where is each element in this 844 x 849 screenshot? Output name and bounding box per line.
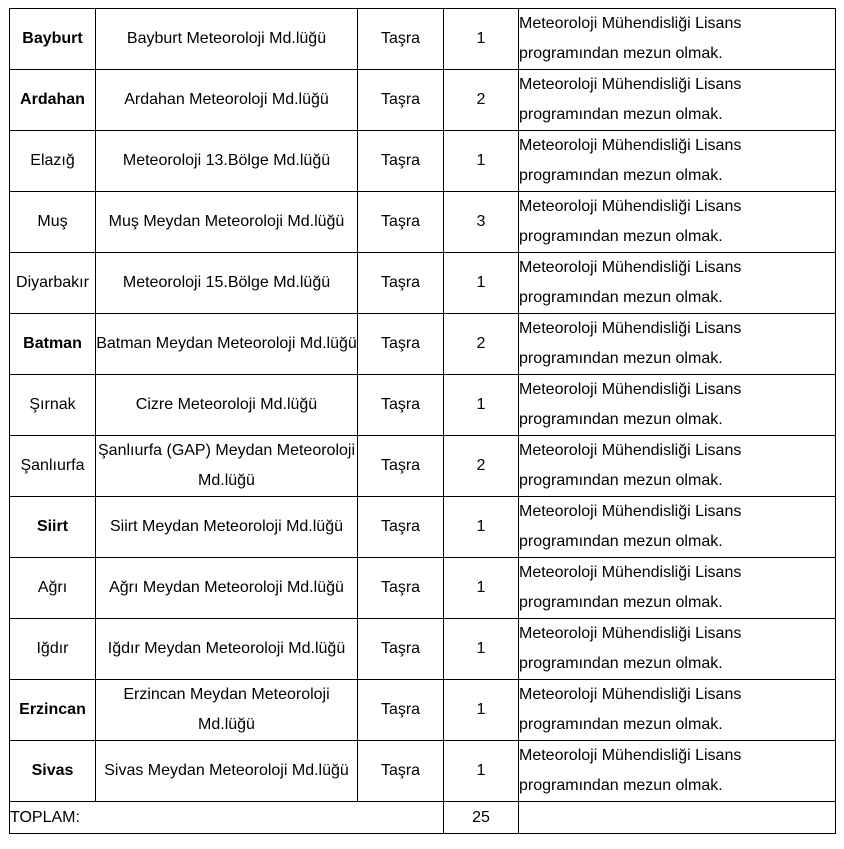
requirement-line-1: Meteoroloji Mühendisliği Lisans xyxy=(519,625,742,642)
unit-cell xyxy=(96,192,358,253)
count-cell xyxy=(444,375,519,436)
total-value-cell xyxy=(444,802,519,834)
requirement-line-1: Meteoroloji Mühendisliği Lisans xyxy=(519,503,742,520)
total-label-cell xyxy=(10,802,444,834)
type-value: Taşra xyxy=(380,335,421,352)
requirement-line-2: programından mezun olmak. xyxy=(519,716,723,733)
unit-name: Meteoroloji 15.Bölge Md.lüğü xyxy=(122,274,331,291)
total-value: 25 xyxy=(472,808,490,826)
type-cell xyxy=(358,619,444,680)
count-cell xyxy=(444,741,519,802)
city-cell xyxy=(10,436,96,497)
table-row xyxy=(10,253,836,314)
city-cell xyxy=(10,314,96,375)
type-value: Taşra xyxy=(380,30,421,47)
type-cell xyxy=(358,314,444,375)
city-cell xyxy=(10,558,96,619)
requirement-line-2: programından mezun olmak. xyxy=(519,289,723,306)
requirement-line-2: programından mezun olmak. xyxy=(519,777,723,794)
unit-name: Ardahan Meteoroloji Md.lüğü xyxy=(124,91,329,108)
type-cell xyxy=(358,70,444,131)
count-value: 1 xyxy=(476,579,486,596)
requirement-line-2: programından mezun olmak. xyxy=(519,655,723,672)
city-name: Siirt xyxy=(36,518,69,535)
type-value: Taşra xyxy=(380,213,421,230)
unit-cell xyxy=(96,131,358,192)
type-value: Taşra xyxy=(380,640,421,657)
table-row xyxy=(10,192,836,253)
total-row xyxy=(10,802,836,834)
requirement-cell xyxy=(519,9,836,70)
unit-name: Erzincan Meydan Meteoroloji Md.lüğü xyxy=(123,686,330,733)
table-row xyxy=(10,619,836,680)
city-name: Erzincan xyxy=(19,701,86,718)
unit-name: Bayburt Meteoroloji Md.lüğü xyxy=(126,30,327,47)
table-row xyxy=(10,375,836,436)
requirement-line-1: Meteoroloji Mühendisliği Lisans xyxy=(519,320,742,337)
requirement-cell xyxy=(519,436,836,497)
count-value: 1 xyxy=(476,701,486,718)
table-row xyxy=(10,9,836,70)
table-row xyxy=(10,680,836,741)
requirement-line-2: programından mezun olmak. xyxy=(519,167,723,184)
type-cell xyxy=(358,375,444,436)
count-cell xyxy=(444,253,519,314)
unit-cell xyxy=(96,253,358,314)
unit-name: Iğdır Meydan Meteoroloji Md.lüğü xyxy=(107,640,346,657)
city-name: Şırnak xyxy=(29,396,76,413)
requirement-line-1: Meteoroloji Mühendisliği Lisans xyxy=(519,381,742,398)
unit-name: Cizre Meteoroloji Md.lüğü xyxy=(135,396,318,413)
table-row xyxy=(10,70,836,131)
unit-cell xyxy=(96,558,358,619)
unit-name: Batman Meydan Meteoroloji Md.lüğü xyxy=(96,335,357,352)
city-cell xyxy=(10,741,96,802)
requirement-cell xyxy=(519,497,836,558)
count-cell xyxy=(444,619,519,680)
requirement-line-1: Meteoroloji Mühendisliği Lisans xyxy=(519,564,742,581)
requirement-line-2: programından mezun olmak. xyxy=(519,106,723,123)
unit-cell xyxy=(96,497,358,558)
city-cell xyxy=(10,680,96,741)
table-body xyxy=(10,9,836,834)
unit-cell xyxy=(96,436,358,497)
requirement-line-1: Meteoroloji Mühendisliği Lisans xyxy=(519,747,742,764)
requirement-cell xyxy=(519,619,836,680)
city-cell xyxy=(10,253,96,314)
requirement-line-1: Meteoroloji Mühendisliği Lisans xyxy=(519,15,742,32)
type-value: Taşra xyxy=(380,518,421,535)
type-value: Taşra xyxy=(380,396,421,413)
count-cell xyxy=(444,70,519,131)
requirement-line-2: programından mezun olmak. xyxy=(519,533,723,550)
count-value: 1 xyxy=(476,396,486,413)
requirement-cell xyxy=(519,558,836,619)
type-cell xyxy=(358,436,444,497)
count-value: 1 xyxy=(476,640,486,657)
city-cell xyxy=(10,9,96,70)
count-value: 2 xyxy=(476,335,486,352)
city-cell xyxy=(10,497,96,558)
requirement-line-1: Meteoroloji Mühendisliği Lisans xyxy=(519,76,742,93)
requirement-line-2: programından mezun olmak. xyxy=(519,350,723,367)
unit-cell xyxy=(96,375,358,436)
requirement-line-1: Meteoroloji Mühendisliği Lisans xyxy=(519,259,742,276)
type-value: Taşra xyxy=(380,91,421,108)
count-value: 1 xyxy=(476,518,486,535)
requirement-line-1: Meteoroloji Mühendisliği Lisans xyxy=(519,442,742,459)
count-cell xyxy=(444,558,519,619)
unit-name: Şanlıurfa (GAP) Meydan Meteoroloji Md.lüğü xyxy=(98,442,355,489)
city-name: Şanlıurfa xyxy=(20,457,85,474)
count-cell xyxy=(444,192,519,253)
type-cell xyxy=(358,253,444,314)
requirement-cell xyxy=(519,131,836,192)
type-value: Taşra xyxy=(380,457,421,474)
unit-name: Meteoroloji 13.Bölge Md.lüğü xyxy=(122,152,331,169)
unit-name: Muş Meydan Meteoroloji Md.lüğü xyxy=(108,213,345,230)
type-cell xyxy=(358,680,444,741)
type-cell xyxy=(358,192,444,253)
requirement-line-1: Meteoroloji Mühendisliği Lisans xyxy=(519,198,742,215)
type-value: Taşra xyxy=(380,701,421,718)
city-name: Bayburt xyxy=(22,30,83,47)
type-cell xyxy=(358,741,444,802)
count-cell xyxy=(444,436,519,497)
count-value: 1 xyxy=(476,274,486,291)
type-value: Taşra xyxy=(380,762,421,779)
table-row xyxy=(10,436,836,497)
city-name: Batman xyxy=(23,335,82,352)
requirement-line-2: programından mezun olmak. xyxy=(519,45,723,62)
table-row xyxy=(10,497,836,558)
unit-name: Sivas Meydan Meteoroloji Md.lüğü xyxy=(104,762,349,779)
table-row xyxy=(10,131,836,192)
city-cell xyxy=(10,619,96,680)
requirement-line-1: Meteoroloji Mühendisliği Lisans xyxy=(519,686,742,703)
requirement-cell xyxy=(519,314,836,375)
city-name: Iğdır xyxy=(36,640,69,657)
city-name: Ardahan xyxy=(20,91,85,108)
requirement-cell xyxy=(519,192,836,253)
type-cell xyxy=(358,497,444,558)
count-value: 2 xyxy=(476,457,486,474)
type-cell xyxy=(358,131,444,192)
city-name: Diyarbakır xyxy=(16,274,89,291)
positions-table xyxy=(9,8,836,834)
unit-name: Ağrı Meydan Meteoroloji Md.lüğü xyxy=(109,579,344,596)
city-cell xyxy=(10,375,96,436)
table-row xyxy=(10,558,836,619)
count-value: 3 xyxy=(476,213,486,230)
city-name: Ağrı xyxy=(37,579,68,596)
type-cell xyxy=(358,9,444,70)
requirement-line-2: programından mezun olmak. xyxy=(519,594,723,611)
city-name: Elazığ xyxy=(30,152,75,169)
unit-name: Siirt Meydan Meteoroloji Md.lüğü xyxy=(110,518,343,535)
type-value: Taşra xyxy=(380,579,421,596)
count-value: 2 xyxy=(476,91,486,108)
type-cell xyxy=(358,558,444,619)
unit-cell xyxy=(96,9,358,70)
count-value: 1 xyxy=(476,762,486,779)
requirement-cell xyxy=(519,375,836,436)
requirement-cell xyxy=(519,253,836,314)
table-row xyxy=(10,314,836,375)
count-value: 1 xyxy=(476,30,486,47)
table-row xyxy=(10,741,836,802)
city-cell xyxy=(10,192,96,253)
type-value: Taşra xyxy=(380,152,421,169)
count-cell xyxy=(444,314,519,375)
city-cell xyxy=(10,131,96,192)
count-cell xyxy=(444,680,519,741)
requirement-line-2: programından mezun olmak. xyxy=(519,472,723,489)
count-cell xyxy=(444,131,519,192)
count-value: 1 xyxy=(476,152,486,169)
requirement-cell xyxy=(519,70,836,131)
unit-cell xyxy=(96,619,358,680)
requirement-cell xyxy=(519,680,836,741)
count-cell xyxy=(444,9,519,70)
total-empty-cell xyxy=(519,802,836,834)
requirement-line-2: programından mezun olmak. xyxy=(519,228,723,245)
requirement-cell xyxy=(519,741,836,802)
unit-cell xyxy=(96,70,358,131)
count-cell xyxy=(444,497,519,558)
total-label: TOPLAM: xyxy=(10,808,80,826)
city-cell xyxy=(10,70,96,131)
unit-cell xyxy=(96,680,358,741)
type-value: Taşra xyxy=(380,274,421,291)
requirement-line-2: programından mezun olmak. xyxy=(519,411,723,428)
unit-cell xyxy=(96,314,358,375)
city-name: Muş xyxy=(37,213,68,230)
requirement-line-1: Meteoroloji Mühendisliği Lisans xyxy=(519,137,742,154)
city-name: Sivas xyxy=(31,762,74,779)
unit-cell xyxy=(96,741,358,802)
